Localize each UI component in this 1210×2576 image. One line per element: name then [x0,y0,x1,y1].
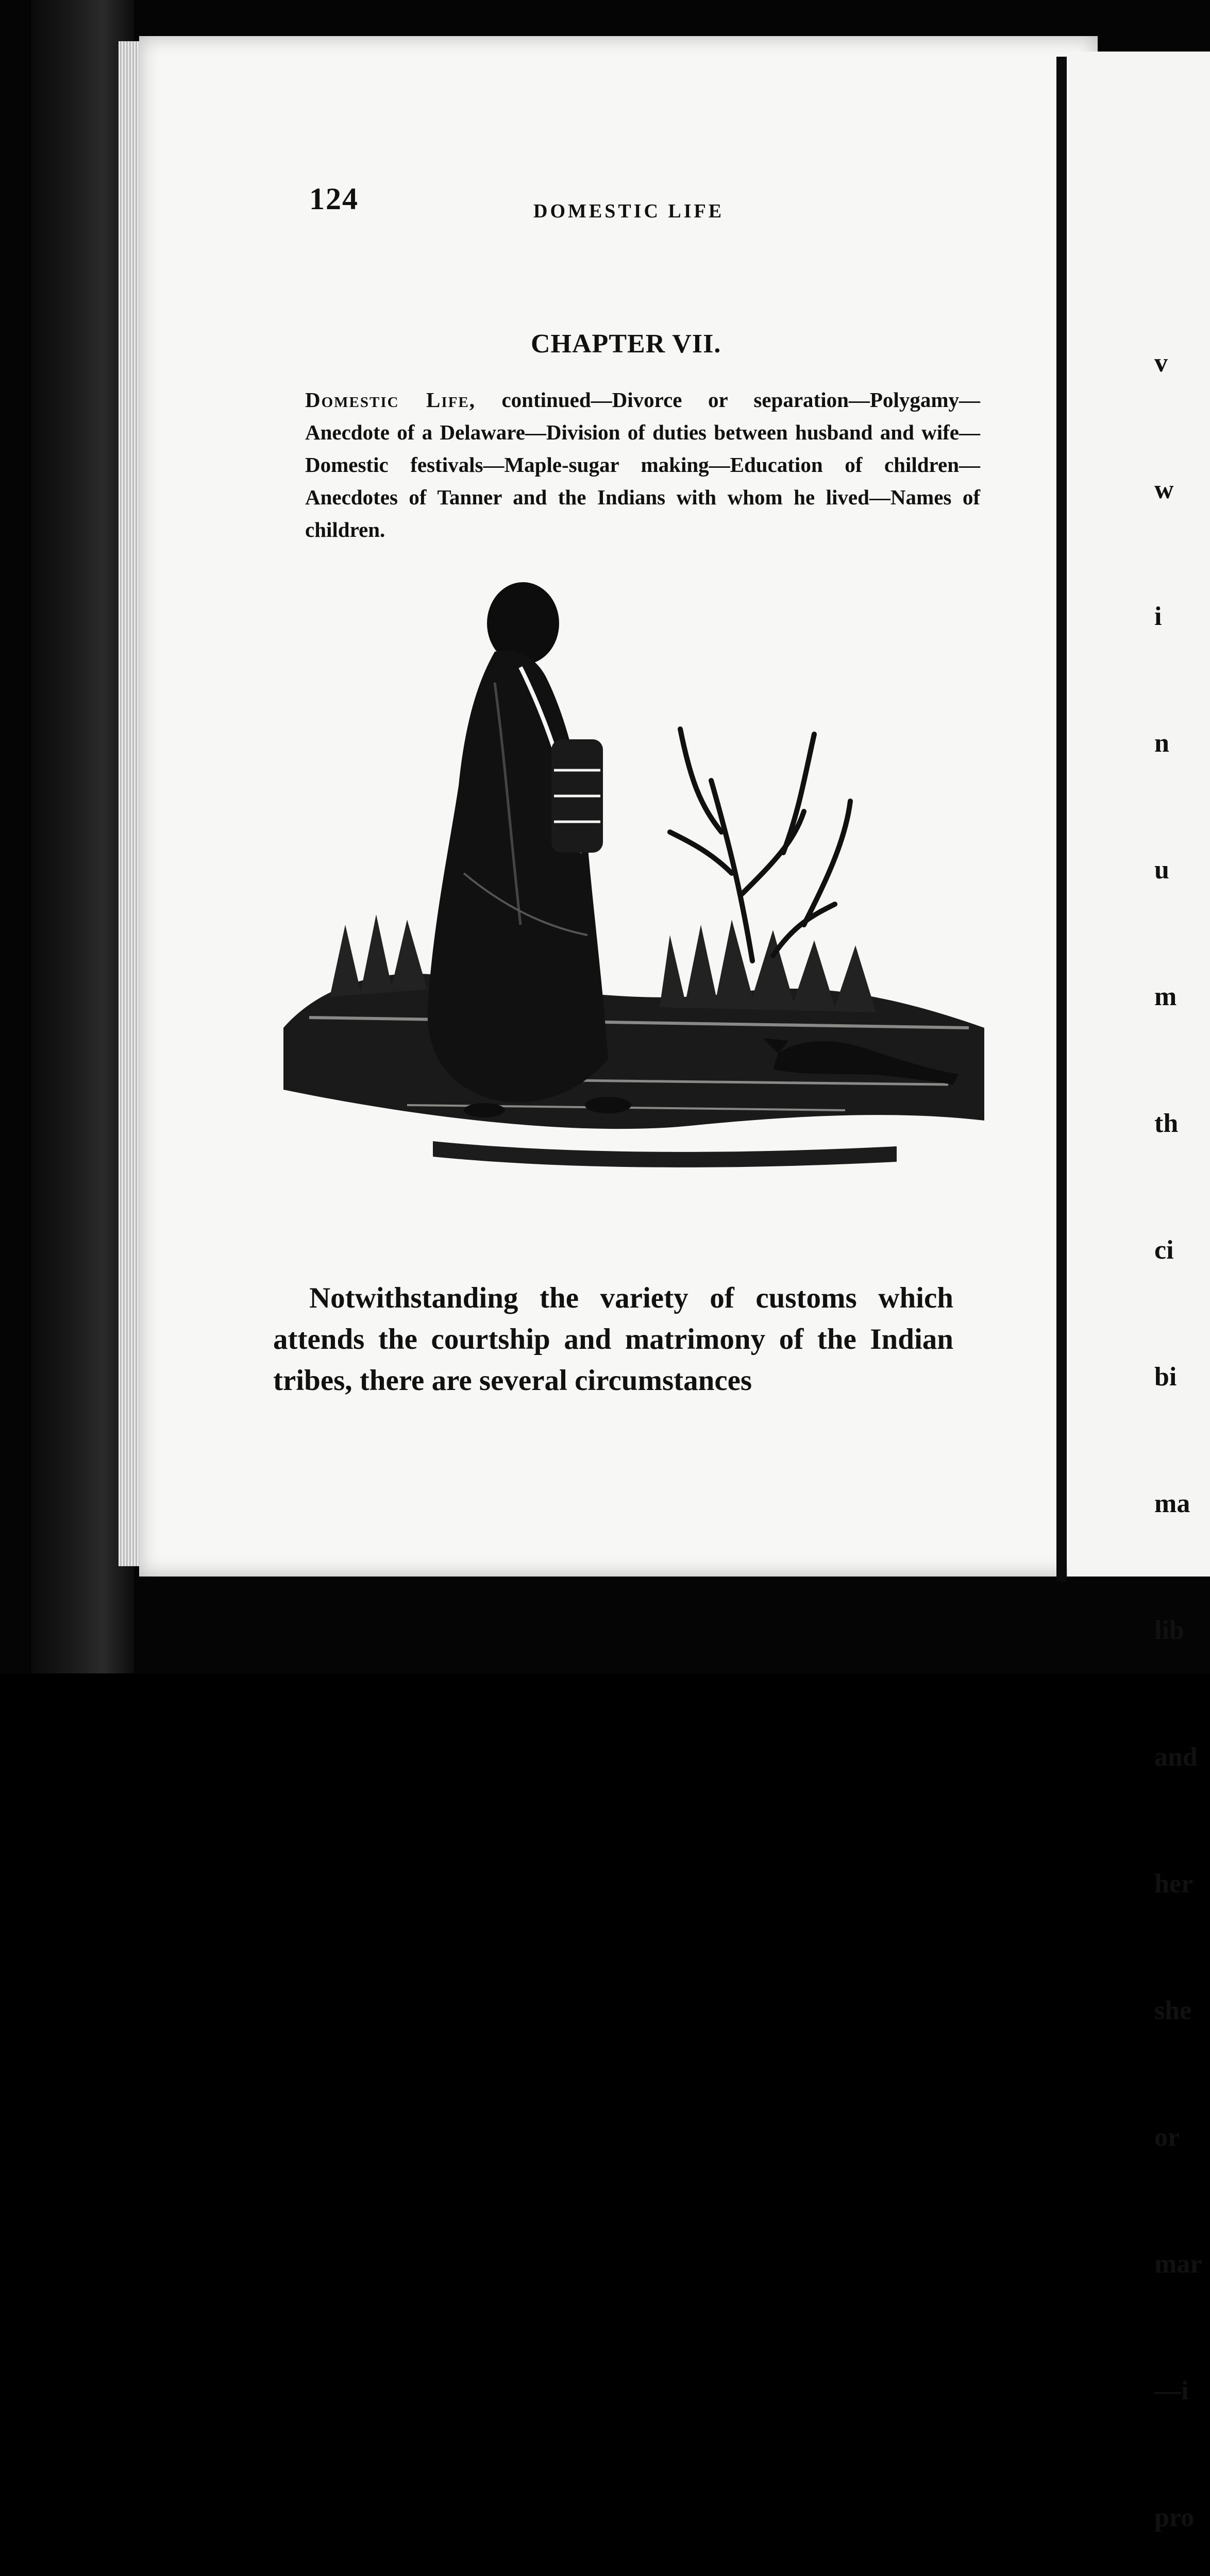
facing-line: v [1154,348,1168,378]
page-number: 124 [309,182,359,216]
facing-line: n [1154,728,1169,758]
facing-line: w [1154,475,1174,504]
right-brush [660,920,876,1012]
body-paragraph [273,1278,953,1401]
ground [283,974,984,1129]
facing-line: u [1154,855,1169,885]
facing-line: she [1154,1996,1192,2025]
facing-line: mar [1154,2249,1202,2279]
walking-woman-figure [428,582,631,1117]
facing-line: i [1154,602,1162,631]
facing-line: pro [1154,2503,1195,2532]
book-gutter [1056,57,1067,1582]
chapter-title: CHAPTER VII. [531,329,721,359]
facing-page-text [1154,258,1210,2576]
woodcut-illustration [278,564,984,1265]
synopsis-text: continued—Divorce or separation—Polygamy—Anecdote of a Delaware—Division of duties between husband and wife—Domestic festivals—Maple-sugar making—Education of children—Anecdotes of Tanner and the Indians with whom he lived—Names of children. [305,388,980,541]
facing-line: and [1154,1742,1198,1772]
facing-line: or [1154,2123,1180,2152]
facing-line: th [1154,1109,1179,1138]
facing-line: bi [1154,1362,1177,1392]
facing-line: her [1154,1869,1194,1899]
facing-line: lib [1154,1616,1184,1645]
facing-line: m [1154,982,1177,1011]
running-head: DOMESTIC LIFE [533,200,725,222]
facing-line: ci [1154,1235,1174,1265]
synopsis-lead: Domestic Life, [305,388,476,412]
facing-line: ma [1154,1489,1190,1518]
facing-line: —i [1154,2376,1189,2405]
chapter-synopsis [305,384,980,546]
body-paragraph-text: Notwithstanding the variety of customs which attends the courtship and matrimony of the Indian tribes, there are several circumstances [273,1282,953,1397]
bare-tree [670,729,850,961]
